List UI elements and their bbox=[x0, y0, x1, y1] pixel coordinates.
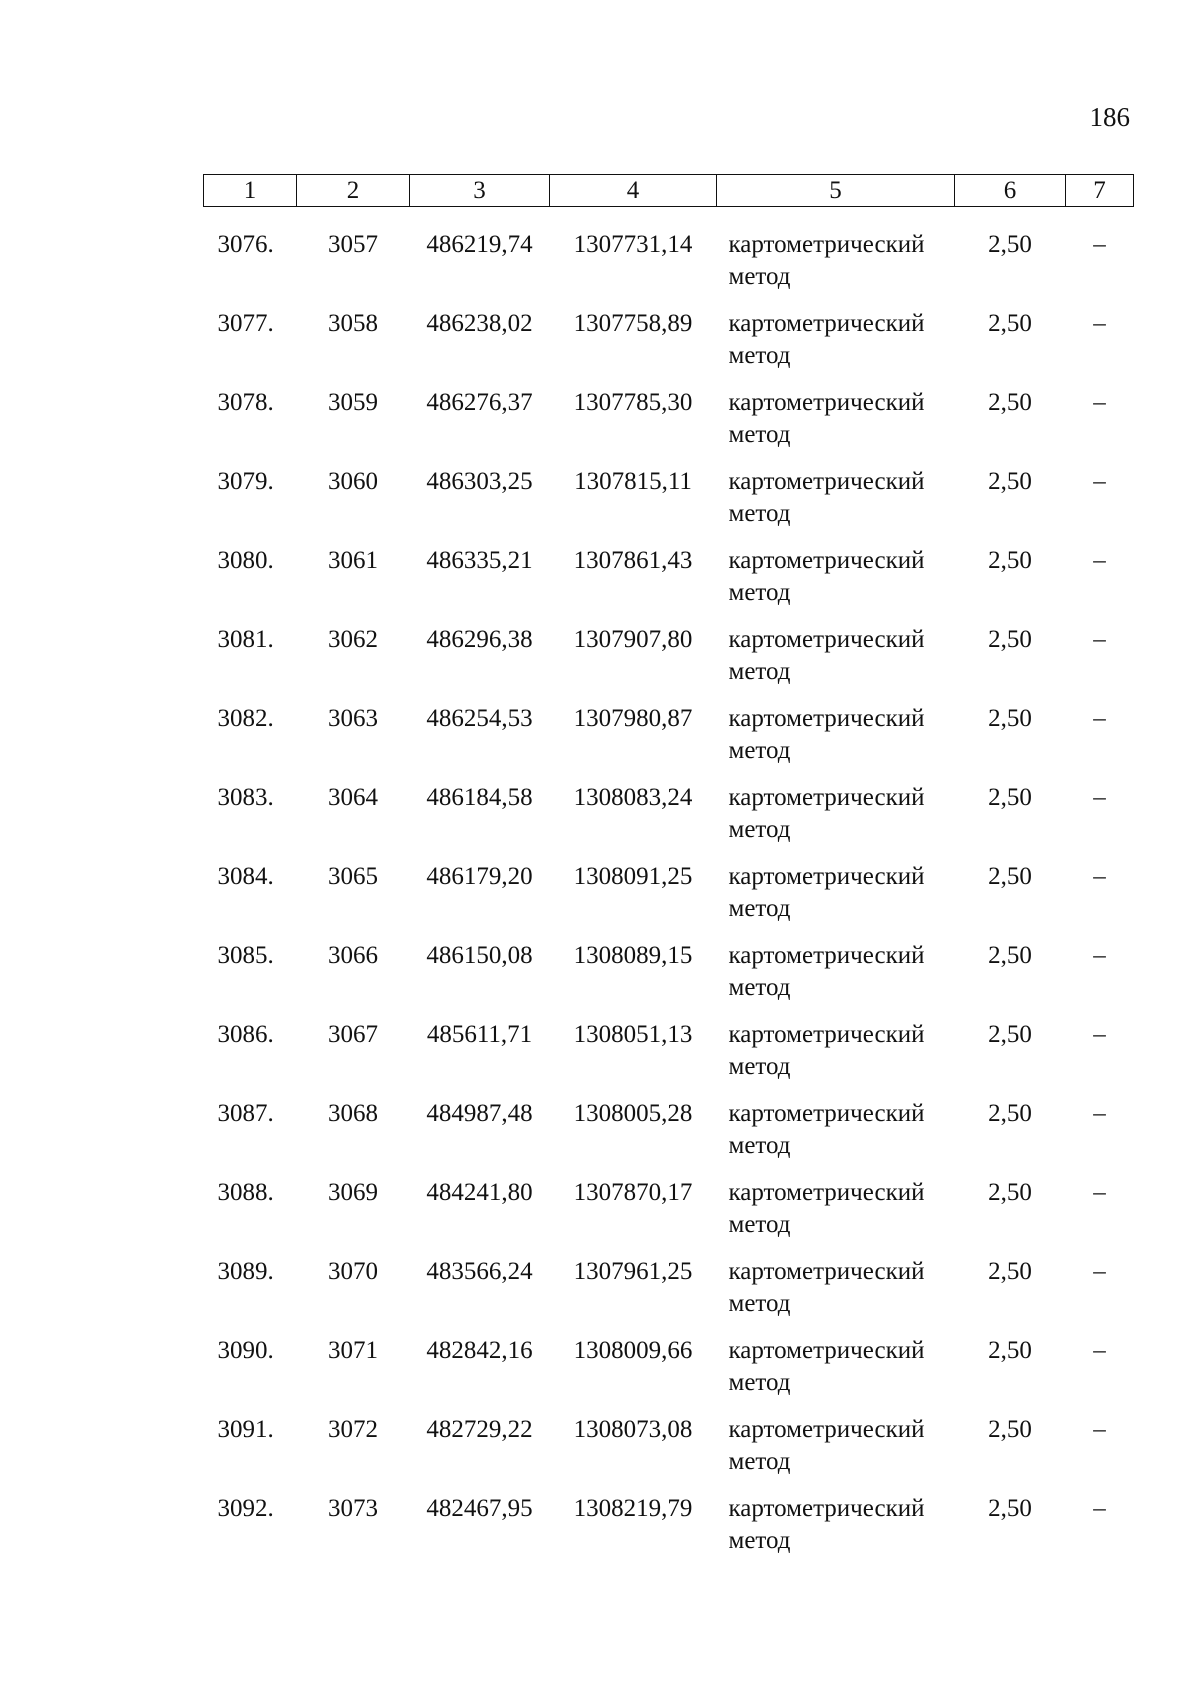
header-cell-2: 2 bbox=[297, 175, 410, 207]
point-number-cell: 3065 bbox=[328, 863, 378, 890]
error-cell: 2,50 bbox=[988, 1021, 1032, 1048]
note-cell: – bbox=[1093, 1021, 1106, 1048]
point-number-cell: 3068 bbox=[328, 1100, 378, 1127]
coordinates-table bbox=[203, 174, 1134, 1572]
y-coordinate-cell: 1307731,14 bbox=[573, 231, 693, 258]
y-coordinate-cell: 1307785,30 bbox=[573, 389, 693, 416]
note-cell: – bbox=[1093, 784, 1106, 811]
y-coordinate-cell: 1308083,24 bbox=[573, 784, 693, 811]
note-cell: – bbox=[1093, 468, 1106, 495]
x-coordinate-cell: 486254,53 bbox=[426, 705, 533, 732]
y-coordinate-cell: 1308089,15 bbox=[573, 942, 693, 969]
note-cell: – bbox=[1093, 1179, 1106, 1206]
method-cell: картометрический метод bbox=[728, 1179, 925, 1238]
note-cell: – bbox=[1093, 1416, 1106, 1443]
note-cell: – bbox=[1093, 547, 1106, 574]
table-row bbox=[204, 703, 1134, 782]
method-cell: картометрический метод bbox=[728, 389, 925, 448]
point-number-cell: 3071 bbox=[328, 1337, 378, 1364]
method-cell: картометрический метод bbox=[728, 1100, 925, 1159]
row-number-cell: 3088. bbox=[217, 1179, 274, 1206]
table-header bbox=[204, 175, 1134, 207]
x-coordinate-cell: 486296,38 bbox=[426, 626, 533, 653]
page-number: 186 bbox=[1089, 102, 1130, 132]
header-cell-4: 4 bbox=[550, 175, 717, 207]
x-coordinate-cell: 482467,95 bbox=[426, 1495, 533, 1522]
note-cell: – bbox=[1093, 1100, 1106, 1127]
note-cell: – bbox=[1093, 1495, 1106, 1522]
row-number-cell: 3091. bbox=[217, 1416, 274, 1443]
y-coordinate-cell: 1308051,13 bbox=[573, 1021, 693, 1048]
x-coordinate-cell: 482729,22 bbox=[426, 1416, 533, 1443]
method-cell: картометрический метод bbox=[728, 1495, 925, 1554]
row-number-cell: 3089. bbox=[217, 1258, 274, 1285]
x-coordinate-cell: 486303,25 bbox=[426, 468, 533, 495]
x-coordinate-cell: 486150,08 bbox=[426, 942, 533, 969]
error-cell: 2,50 bbox=[988, 1258, 1032, 1285]
y-coordinate-cell: 1308009,66 bbox=[573, 1337, 693, 1364]
row-number-cell: 3077. bbox=[217, 310, 274, 337]
table-row bbox=[204, 466, 1134, 545]
y-coordinate-cell: 1307861,43 bbox=[573, 547, 693, 574]
note-cell: – bbox=[1093, 389, 1106, 416]
point-number-cell: 3064 bbox=[328, 784, 378, 811]
point-number-cell: 3059 bbox=[328, 389, 378, 416]
method-cell: картометрический метод bbox=[728, 310, 925, 369]
method-cell: картометрический метод bbox=[728, 468, 925, 527]
point-number-cell: 3073 bbox=[328, 1495, 378, 1522]
header-cell-5: 5 bbox=[717, 175, 955, 207]
table-body bbox=[204, 207, 1134, 1573]
y-coordinate-cell: 1307870,17 bbox=[573, 1179, 693, 1206]
point-number-cell: 3069 bbox=[328, 1179, 378, 1206]
table-row bbox=[204, 940, 1134, 1019]
x-coordinate-cell: 484241,80 bbox=[426, 1179, 533, 1206]
point-number-cell: 3070 bbox=[328, 1258, 378, 1285]
y-coordinate-cell: 1308219,79 bbox=[573, 1495, 693, 1522]
note-cell: – bbox=[1093, 1337, 1106, 1364]
error-cell: 2,50 bbox=[988, 468, 1032, 495]
row-number-cell: 3080. bbox=[217, 547, 274, 574]
row-number-cell: 3081. bbox=[217, 626, 274, 653]
row-number-cell: 3085. bbox=[217, 942, 274, 969]
header-cell-7: 7 bbox=[1066, 175, 1134, 207]
note-cell: – bbox=[1093, 626, 1106, 653]
y-coordinate-cell: 1307961,25 bbox=[573, 1258, 693, 1285]
note-cell: – bbox=[1093, 231, 1106, 258]
x-coordinate-cell: 482842,16 bbox=[426, 1337, 533, 1364]
x-coordinate-cell: 486276,37 bbox=[426, 389, 533, 416]
table-row bbox=[204, 782, 1134, 861]
error-cell: 2,50 bbox=[988, 231, 1032, 258]
table-row bbox=[204, 861, 1134, 940]
row-number-cell: 3086. bbox=[217, 1021, 274, 1048]
note-cell: – bbox=[1093, 705, 1106, 732]
error-cell: 2,50 bbox=[988, 863, 1032, 890]
method-cell: картометрический метод bbox=[728, 1337, 925, 1396]
method-cell: картометрический метод bbox=[728, 1416, 925, 1475]
point-number-cell: 3066 bbox=[328, 942, 378, 969]
x-coordinate-cell: 483566,24 bbox=[426, 1258, 533, 1285]
row-number-cell: 3090. bbox=[217, 1337, 274, 1364]
header-cell-6: 6 bbox=[955, 175, 1066, 207]
error-cell: 2,50 bbox=[988, 705, 1032, 732]
x-coordinate-cell: 486335,21 bbox=[426, 547, 533, 574]
error-cell: 2,50 bbox=[988, 310, 1032, 337]
method-cell: картометрический метод bbox=[728, 942, 925, 1001]
row-number-cell: 3079. bbox=[217, 468, 274, 495]
table-row bbox=[204, 1019, 1134, 1098]
note-cell: – bbox=[1093, 942, 1106, 969]
x-coordinate-cell: 485611,71 bbox=[426, 1021, 533, 1048]
error-cell: 2,50 bbox=[988, 784, 1032, 811]
method-cell: картометрический метод bbox=[728, 547, 925, 606]
error-cell: 2,50 bbox=[988, 1100, 1032, 1127]
table-row bbox=[204, 624, 1134, 703]
y-coordinate-cell: 1308091,25 bbox=[573, 863, 693, 890]
table-row bbox=[204, 545, 1134, 624]
header-cell-3: 3 bbox=[410, 175, 550, 207]
method-cell: картометрический метод bbox=[728, 1258, 925, 1317]
table-row bbox=[204, 207, 1134, 309]
note-cell: – bbox=[1093, 310, 1106, 337]
header-row bbox=[204, 175, 1134, 207]
y-coordinate-cell: 1307907,80 bbox=[573, 626, 693, 653]
x-coordinate-cell: 486179,20 bbox=[426, 863, 533, 890]
y-coordinate-cell: 1308005,28 bbox=[573, 1100, 693, 1127]
point-number-cell: 3057 bbox=[328, 231, 378, 258]
row-number-cell: 3084. bbox=[217, 863, 274, 890]
table-row bbox=[204, 1098, 1134, 1177]
x-coordinate-cell: 484987,48 bbox=[426, 1100, 533, 1127]
y-coordinate-cell: 1308073,08 bbox=[573, 1416, 693, 1443]
method-cell: картометрический метод bbox=[728, 784, 925, 843]
error-cell: 2,50 bbox=[988, 626, 1032, 653]
row-number-cell: 3092. bbox=[217, 1495, 274, 1522]
x-coordinate-cell: 486184,58 bbox=[426, 784, 533, 811]
point-number-cell: 3061 bbox=[328, 547, 378, 574]
error-cell: 2,50 bbox=[988, 1337, 1032, 1364]
point-number-cell: 3067 bbox=[328, 1021, 378, 1048]
y-coordinate-cell: 1307758,89 bbox=[573, 310, 693, 337]
error-cell: 2,50 bbox=[988, 389, 1032, 416]
point-number-cell: 3060 bbox=[328, 468, 378, 495]
error-cell: 2,50 bbox=[988, 942, 1032, 969]
error-cell: 2,50 bbox=[988, 1179, 1032, 1206]
method-cell: картометрический метод bbox=[728, 1021, 925, 1080]
table-row bbox=[204, 1414, 1134, 1493]
point-number-cell: 3062 bbox=[328, 626, 378, 653]
row-number-cell: 3076. bbox=[217, 231, 274, 258]
method-cell: картометрический метод bbox=[728, 863, 925, 922]
row-number-cell: 3082. bbox=[217, 705, 274, 732]
header-cell-1: 1 bbox=[204, 175, 297, 207]
point-number-cell: 3063 bbox=[328, 705, 378, 732]
row-number-cell: 3083. bbox=[217, 784, 274, 811]
method-cell: картометрический метод bbox=[728, 626, 925, 685]
table-row bbox=[204, 308, 1134, 387]
error-cell: 2,50 bbox=[988, 547, 1032, 574]
note-cell: – bbox=[1093, 1258, 1106, 1285]
error-cell: 2,50 bbox=[988, 1495, 1032, 1522]
table-row bbox=[204, 1177, 1134, 1256]
table-row bbox=[204, 1256, 1134, 1335]
y-coordinate-cell: 1307980,87 bbox=[573, 705, 693, 732]
point-number-cell: 3058 bbox=[328, 310, 378, 337]
method-cell: картометрический метод bbox=[728, 231, 925, 290]
note-cell: – bbox=[1093, 863, 1106, 890]
error-cell: 2,50 bbox=[988, 1416, 1032, 1443]
table-row bbox=[204, 387, 1134, 466]
table-row bbox=[204, 1493, 1134, 1572]
row-number-cell: 3087. bbox=[217, 1100, 274, 1127]
x-coordinate-cell: 486219,74 bbox=[426, 231, 533, 258]
x-coordinate-cell: 486238,02 bbox=[426, 310, 533, 337]
point-number-cell: 3072 bbox=[328, 1416, 378, 1443]
method-cell: картометрический метод bbox=[728, 705, 925, 764]
y-coordinate-cell: 1307815,11 bbox=[574, 468, 692, 495]
table-row bbox=[204, 1335, 1134, 1414]
row-number-cell: 3078. bbox=[217, 389, 274, 416]
